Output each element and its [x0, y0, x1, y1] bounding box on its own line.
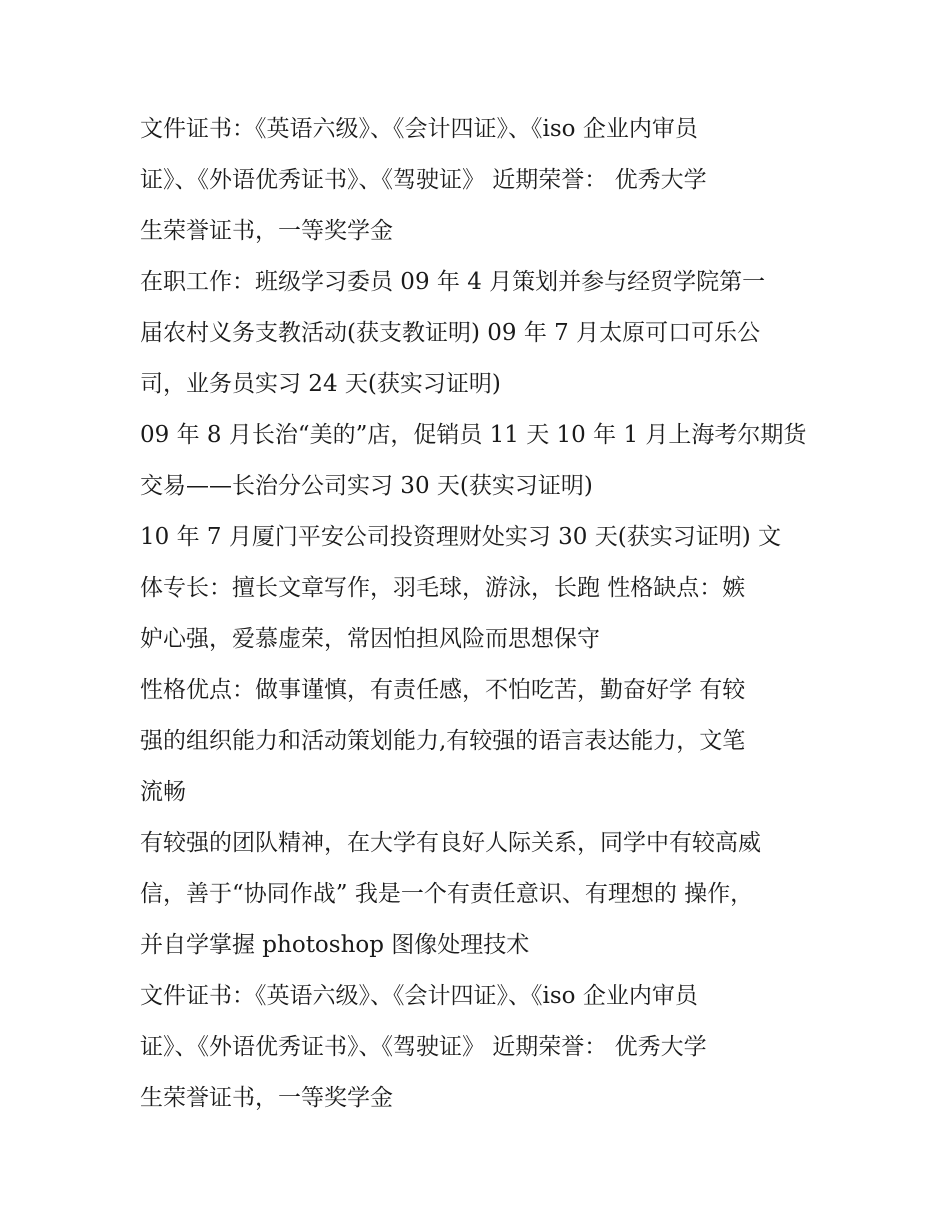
text-line: 交易——长治分公司实习 30 天(获实习证明)	[140, 473, 593, 499]
text-line: 生荣誉证书，一等奖学金	[140, 218, 393, 244]
text-line: 证》、《外语优秀证书》、《驾驶证》 近期荣誉： 优秀大学	[140, 167, 707, 193]
text-line: 性格优点：做事谨慎，有责任感，不怕吃苦，勤奋好学 有较	[140, 677, 746, 703]
text-line: 信，善于“协同作战” 我是一个有责任意识、有理想的 操作，	[140, 881, 754, 907]
text-line: 流畅	[140, 779, 186, 805]
text-line: 文件证书：《英语六级》、《会计四证》、《iso 企业内审员	[140, 116, 698, 142]
text-line: 届农村义务支教活动(获支教证明) 09 年 7 月太原可口可乐公	[140, 320, 761, 346]
text-line: 生荣誉证书，一等奖学金	[140, 1085, 393, 1111]
text-line: 在职工作：班级学习委员 09 年 4 月策划并参与经贸学院第一	[140, 269, 766, 295]
text-line: 09 年 8 月长治“美的”店，促销员 11 天 10 年 1 月上海考尔期货	[140, 422, 807, 448]
text-line: 并自学掌握 photoshop 图像处理技术	[140, 932, 530, 958]
text-line: 强的组织能力和活动策划能力,有较强的语言表达能力，文笔	[140, 728, 746, 754]
text-line: 证》、《外语优秀证书》、《驾驶证》 近期荣誉： 优秀大学	[140, 1034, 707, 1060]
text-line: 体专长：擅长文章写作，羽毛球，游泳，长跑 性格缺点：嫉	[140, 575, 746, 601]
document-body	[140, 104, 840, 1124]
text-line: 有较强的团队精神，在大学有良好人际关系，同学中有较高威	[140, 830, 761, 856]
text-line: 10 年 7 月厦门平安公司投资理财处实习 30 天(获实习证明) 文	[140, 524, 781, 550]
text-line: 妒心强，爱慕虚荣，常因怕担风险而思想保守	[140, 626, 600, 652]
text-line: 司，业务员实习 24 天(获实习证明)	[140, 371, 501, 397]
text-line: 文件证书：《英语六级》、《会计四证》、《iso 企业内审员	[140, 983, 698, 1009]
